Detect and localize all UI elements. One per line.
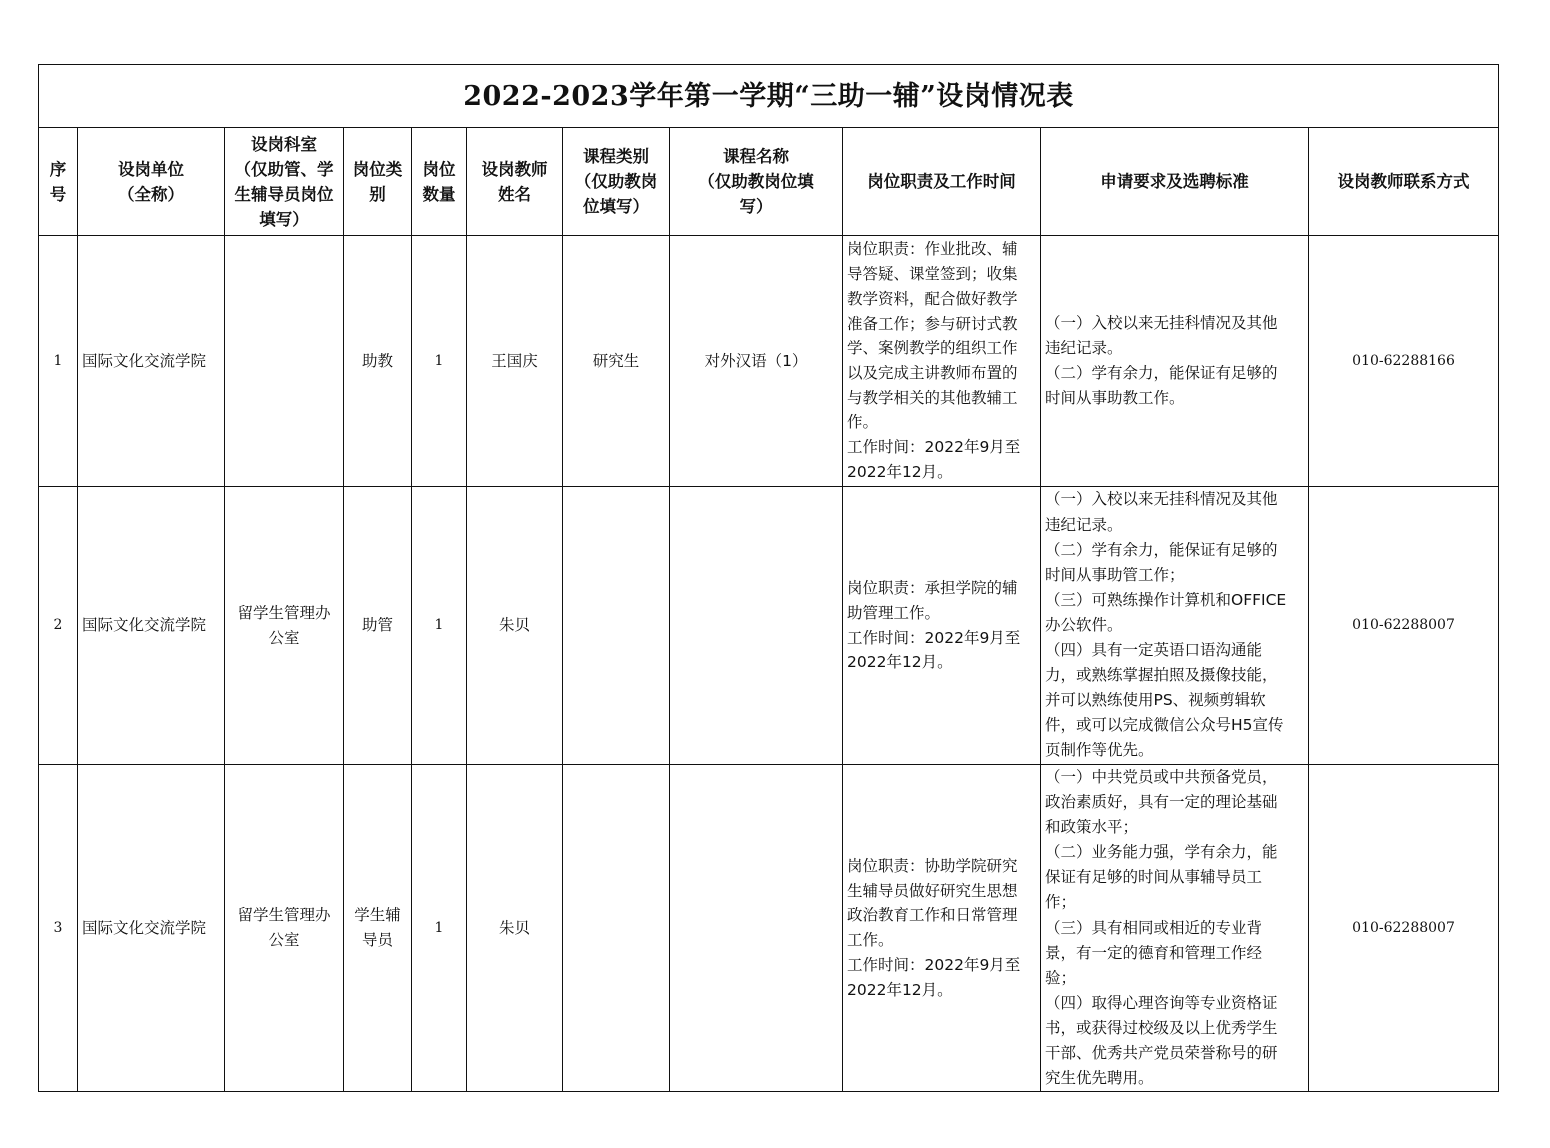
cell-requirements: （一）入校以来无挂科情况及其他 违纪记录。 （二）学有余力，能保证有足够的 时间从事助教工作。 — [1041, 236, 1309, 487]
cell-duty: 岗位职责：协助学院研究 生辅导员做好研究生思想 政治教育工作和日常管理 工作。 工作时间：2022年9月至 2022年12月。 — [843, 765, 1041, 1092]
cell-course-type: 研究生 — [563, 236, 670, 487]
positions-table — [38, 64, 1499, 1092]
cell-course-name: 对外汉语（1） — [670, 236, 843, 487]
cell-teacher: 朱贝 — [467, 487, 563, 765]
cell-unit: 国际文化交流学院 — [78, 487, 225, 765]
cell-contact: 010-62288007 — [1309, 765, 1499, 1092]
cell-duty: 岗位职责：承担学院的辅 助管理工作。 工作时间：2022年9月至 2022年12月。 — [843, 487, 1041, 765]
cell-contact: 010-62288166 — [1309, 236, 1499, 487]
header-course-name: 课程名称 （仅助教岗位填 写） — [670, 128, 843, 236]
header-count: 岗位 数量 — [412, 128, 467, 236]
cell-count: 1 — [412, 765, 467, 1092]
cell-duty: 岗位职责：作业批改、辅 导答疑、课堂签到；收集 教学资料，配合做好教学 准备工作；参与研讨式教 学、案例教学的组织工作 以及完成主讲教师布置的 与教学相关的其他教辅工 作。 工作时间：2022年9月至 2022年12月。 — [843, 236, 1041, 487]
cell-course-type — [563, 487, 670, 765]
table-row — [39, 236, 1499, 487]
cell-course-name — [670, 765, 843, 1092]
header-category: 岗位类 别 — [344, 128, 412, 236]
recruitment-table-sheet — [38, 64, 1498, 1092]
cell-count: 1 — [412, 236, 467, 487]
cell-office: 留学生管理办 公室 — [225, 487, 344, 765]
cell-teacher: 朱贝 — [467, 765, 563, 1092]
cell-seq: 3 — [39, 765, 78, 1092]
cell-unit: 国际文化交流学院 — [78, 765, 225, 1092]
header-duty: 岗位职责及工作时间 — [843, 128, 1041, 236]
header-row — [39, 128, 1499, 236]
header-unit: 设岗单位 （全称） — [78, 128, 225, 236]
header-office: 设岗科室 （仅助管、学 生辅导员岗位 填写） — [225, 128, 344, 236]
cell-office — [225, 236, 344, 487]
cell-requirements: （一）入校以来无挂科情况及其他 违纪记录。 （二）学有余力，能保证有足够的 时间从事助管工作； （三）可熟练操作计算机和OFFICE 办公软件。 （四）具有一定英语口语沟通能 力，或熟练掌握拍照及摄像技能， 并可以熟练使用PS、视频剪辑软 件，或可以完成微信公众号H5宣传 页制作等优先。 — [1041, 487, 1309, 765]
table-title: 2022-2023学年第一学期“三助一辅”设岗情况表 — [39, 65, 1499, 128]
cell-teacher: 王国庆 — [467, 236, 563, 487]
header-seq: 序 号 — [39, 128, 78, 236]
header-requirements: 申请要求及选聘标准 — [1041, 128, 1309, 236]
cell-requirements: （一）中共党员或中共预备党员， 政治素质好，具有一定的理论基础 和政策水平； （二）业务能力强，学有余力，能 保证有足够的时间从事辅导员工 作； （三）具有相同或相近的专业背 景，有一定的德育和管理工作经 验； （四）取得心理咨询等专业资格证 书，或获得过校级及以上优秀学生 干部、优秀共产党员荣誉称号的研 究生优先聘用。 — [1041, 765, 1309, 1092]
cell-category: 助教 — [344, 236, 412, 487]
cell-course-type — [563, 765, 670, 1092]
cell-office: 留学生管理办 公室 — [225, 765, 344, 1092]
cell-contact: 010-62288007 — [1309, 487, 1499, 765]
table-row — [39, 765, 1499, 1092]
cell-course-name — [670, 487, 843, 765]
cell-seq: 1 — [39, 236, 78, 487]
cell-seq: 2 — [39, 487, 78, 765]
table-row — [39, 487, 1499, 765]
cell-unit: 国际文化交流学院 — [78, 236, 225, 487]
header-contact: 设岗教师联系方式 — [1309, 128, 1499, 236]
cell-category: 学生辅 导员 — [344, 765, 412, 1092]
header-teacher: 设岗教师 姓名 — [467, 128, 563, 236]
cell-category: 助管 — [344, 487, 412, 765]
header-course-type: 课程类别 （仅助教岗 位填写） — [563, 128, 670, 236]
cell-count: 1 — [412, 487, 467, 765]
